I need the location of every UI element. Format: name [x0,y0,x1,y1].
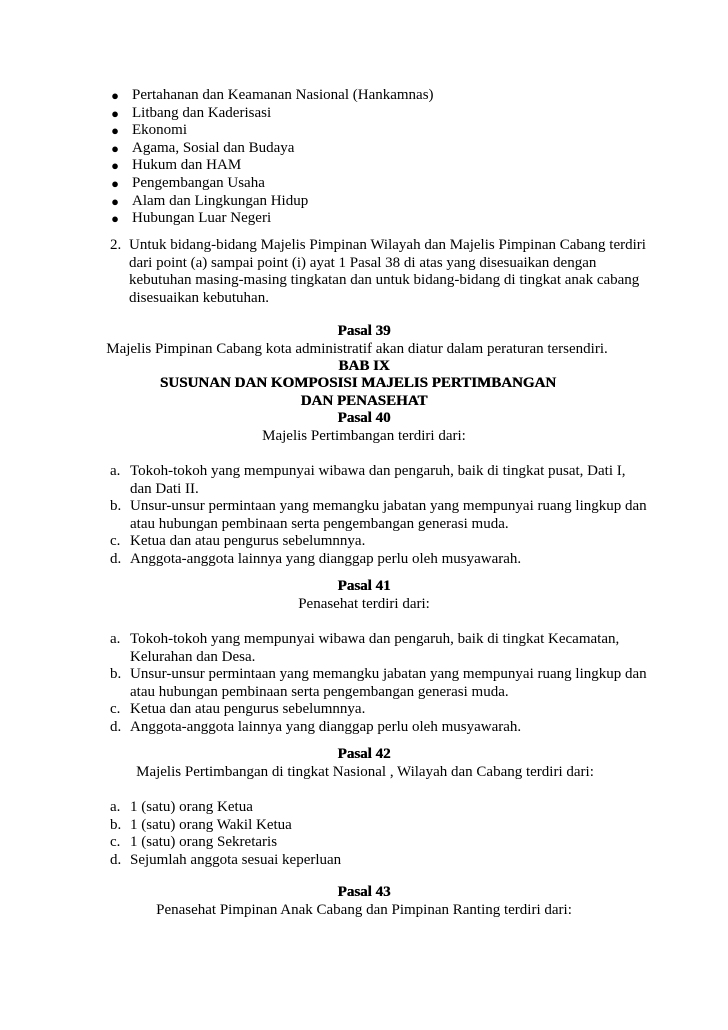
list-item: b. 1 (satu) orang Wakil Ketua [110,816,292,833]
list-item: c. Ketua dan atau pengurus sebelumnnya. [110,533,366,549]
pasal-41-title: Pasal 41 [337,578,391,594]
list-item: d. Sejumlah anggota sesuai keperluan [110,851,342,868]
pasal-41-intro: Penasehat terdiri dari: [298,596,430,612]
bullet-icon: ● [111,193,119,209]
bullet-icon: ● [111,140,119,156]
bullet-icon: ● [111,158,119,174]
bullet-icon: ● [111,123,119,139]
document-page: ● Pertahanan dan Keamanan Nasional (Hankamnas) ● Litbang dan Kaderisasi ● Ekonomi ● Agama, Sosial dan Budaya ● Hukum dan HAM ● Pengembangan Usaha ● Alam dan Lingkungan Hidup ● Hubungan Luar Negeri 2. Untuk bidang-bidang Majelis Pimpinan Wilayah dan Majelis Pimpinan Cabang terdiri dari point (a) sampai point (i) ayat 1 Pasal 38 di atas yang disesuaikan dengan kebutuhan masing-masing tingkatan dan untuk bidang-bidang di tingkat anak cabang disesuaikan kebutuhan. Pasal 39 Majelis Pimpinan Cabang kota administratif akan diatur dalam peraturan tersendiri. BAB IX SUSUNAN DAN KOMPOSISI MAJELIS PERTIMBANGAN DAN PENASEHAT Pasal 40 Majelis Pertimbangan terdiri dari: a. Tokoh-tokoh yang mempunyai wibawa dan pengaruh, baik di tingkat pusat, Dati I, dan Dati II. b. Unsur-unsur permintaan yang memangku jabatan yang mempunyai ruang lingkup dan atau hubungan pembinaan serta pengembangan generasi muda. c. Ketua dan atau pengurus sebelumnnya. d. Anggota-anggota lainnya yang dianggap perlu oleh musyawarah. Pasal 41 Penasehat terdiri dari: a. Tokoh-tokoh yang mempunyai wibawa dan pengaruh, baik di tingkat Kecamatan, Kelurahan dan Desa. b. Unsur-unsur permintaan yang memangku jabatan yang mempunyai ruang lingkup dan atau hubungan pembinaan serta pengembangan generasi muda. c. Ketua dan atau pengurus sebelumnnya. d. Anggota-anggota lainnya yang dianggap perlu oleh musyawarah. Pasal 42 Majelis Pertimbangan di tingkat Nasional , Wilayah dan Cabang terdiri dari: a. 1 (satu) orang Ketua b. 1 (satu) orang Wakil Ketua c. 1 (satu) orang Sekretaris d. Sejumlah anggota sesuai keperluan Pasal 43 Penasehat Pimpinan Anak Cabang dan Pimpinan Ranting terdiri dari: [0,0,728,1030]
bullet-icon: ● [111,105,119,121]
bullet-icon: ● [111,88,119,103]
pasal-39-text: Majelis Pimpinan Cabang kota administratif akan diatur dalam peraturan tersendiri. [106,341,608,357]
list-item: d. Anggota-anggota lainnya yang dianggap perlu oleh musyawarah. [110,550,522,567]
list-item: a. Tokoh-tokoh yang mempunyai wibawa dan pengaruh, baik di tingkat Kecamatan, Kelurahan dan Desa. [110,631,620,665]
pasal-43-title: Pasal 43 [337,884,391,900]
pasal-42-intro: Majelis Pertimbangan di tingkat Nasional , Wilayah dan Cabang terdiri dari: [136,764,594,780]
text-line: Untuk bidang-bidang Majelis Pimpinan Wilayah dan Majelis Pimpinan Cabang terdiri [129,237,646,253]
bullet-icon: ● [111,211,119,227]
bab-title: BAB IX [338,358,390,374]
list-item: a. Tokoh-tokoh yang mempunyai wibawa dan pengaruh, baik di tingkat pusat, Dati I, dan Dati II. [110,463,626,497]
bullet-icon: ● [111,175,119,191]
pasal-43-intro: Penasehat Pimpinan Anak Cabang dan Pimpinan Ranting terdiri dari: [156,902,572,918]
pasal-42-list [110,799,341,869]
text-line: dari point (a) sampai point (i) ayat 1 Pasal 38 di atas yang disesuaikan dengan [129,254,597,271]
text-line: kebutuhan masing-masing tingkatan dan untuk bidang-bidang di tingkat anak cabang [129,272,640,288]
list-marker: 2. [110,237,122,253]
list-item: b. Unsur-unsur permintaan yang memangku jabatan yang mempunyai ruang lingkup dan atau hubungan pembinaan serta pengembangan generasi muda. [110,498,647,532]
pasal-42-title: Pasal 42 [337,746,391,762]
bab-heading: DAN PENASEHAT [300,393,428,409]
pasal-40-title: Pasal 40 [337,410,391,426]
pasal-39-title: Pasal 39 [337,323,391,339]
pasal-41-list [110,631,647,736]
list-item: a. 1 (satu) orang Ketua [110,799,253,815]
pasal-40-intro: Majelis Pertimbangan terdiri dari: [262,428,466,444]
list-item: c. 1 (satu) orang Sekretaris [110,834,278,850]
list-item: c. Ketua dan atau pengurus sebelumnnya. [110,701,366,717]
bab-heading: SUSUNAN DAN KOMPOSISI MAJELIS PERTIMBANGAN [159,375,557,391]
text-line: disesuaikan kebutuhan. [129,289,269,306]
pasal-40-list [110,463,647,568]
numbered-item-2 [110,237,646,307]
list-item: d. Anggota-anggota lainnya yang dianggap perlu oleh musyawarah. [110,718,522,735]
list-item: b. Unsur-unsur permintaan yang memangku jabatan yang mempunyai ruang lingkup dan atau hubungan pembinaan serta pengembangan generasi muda. [110,666,647,700]
